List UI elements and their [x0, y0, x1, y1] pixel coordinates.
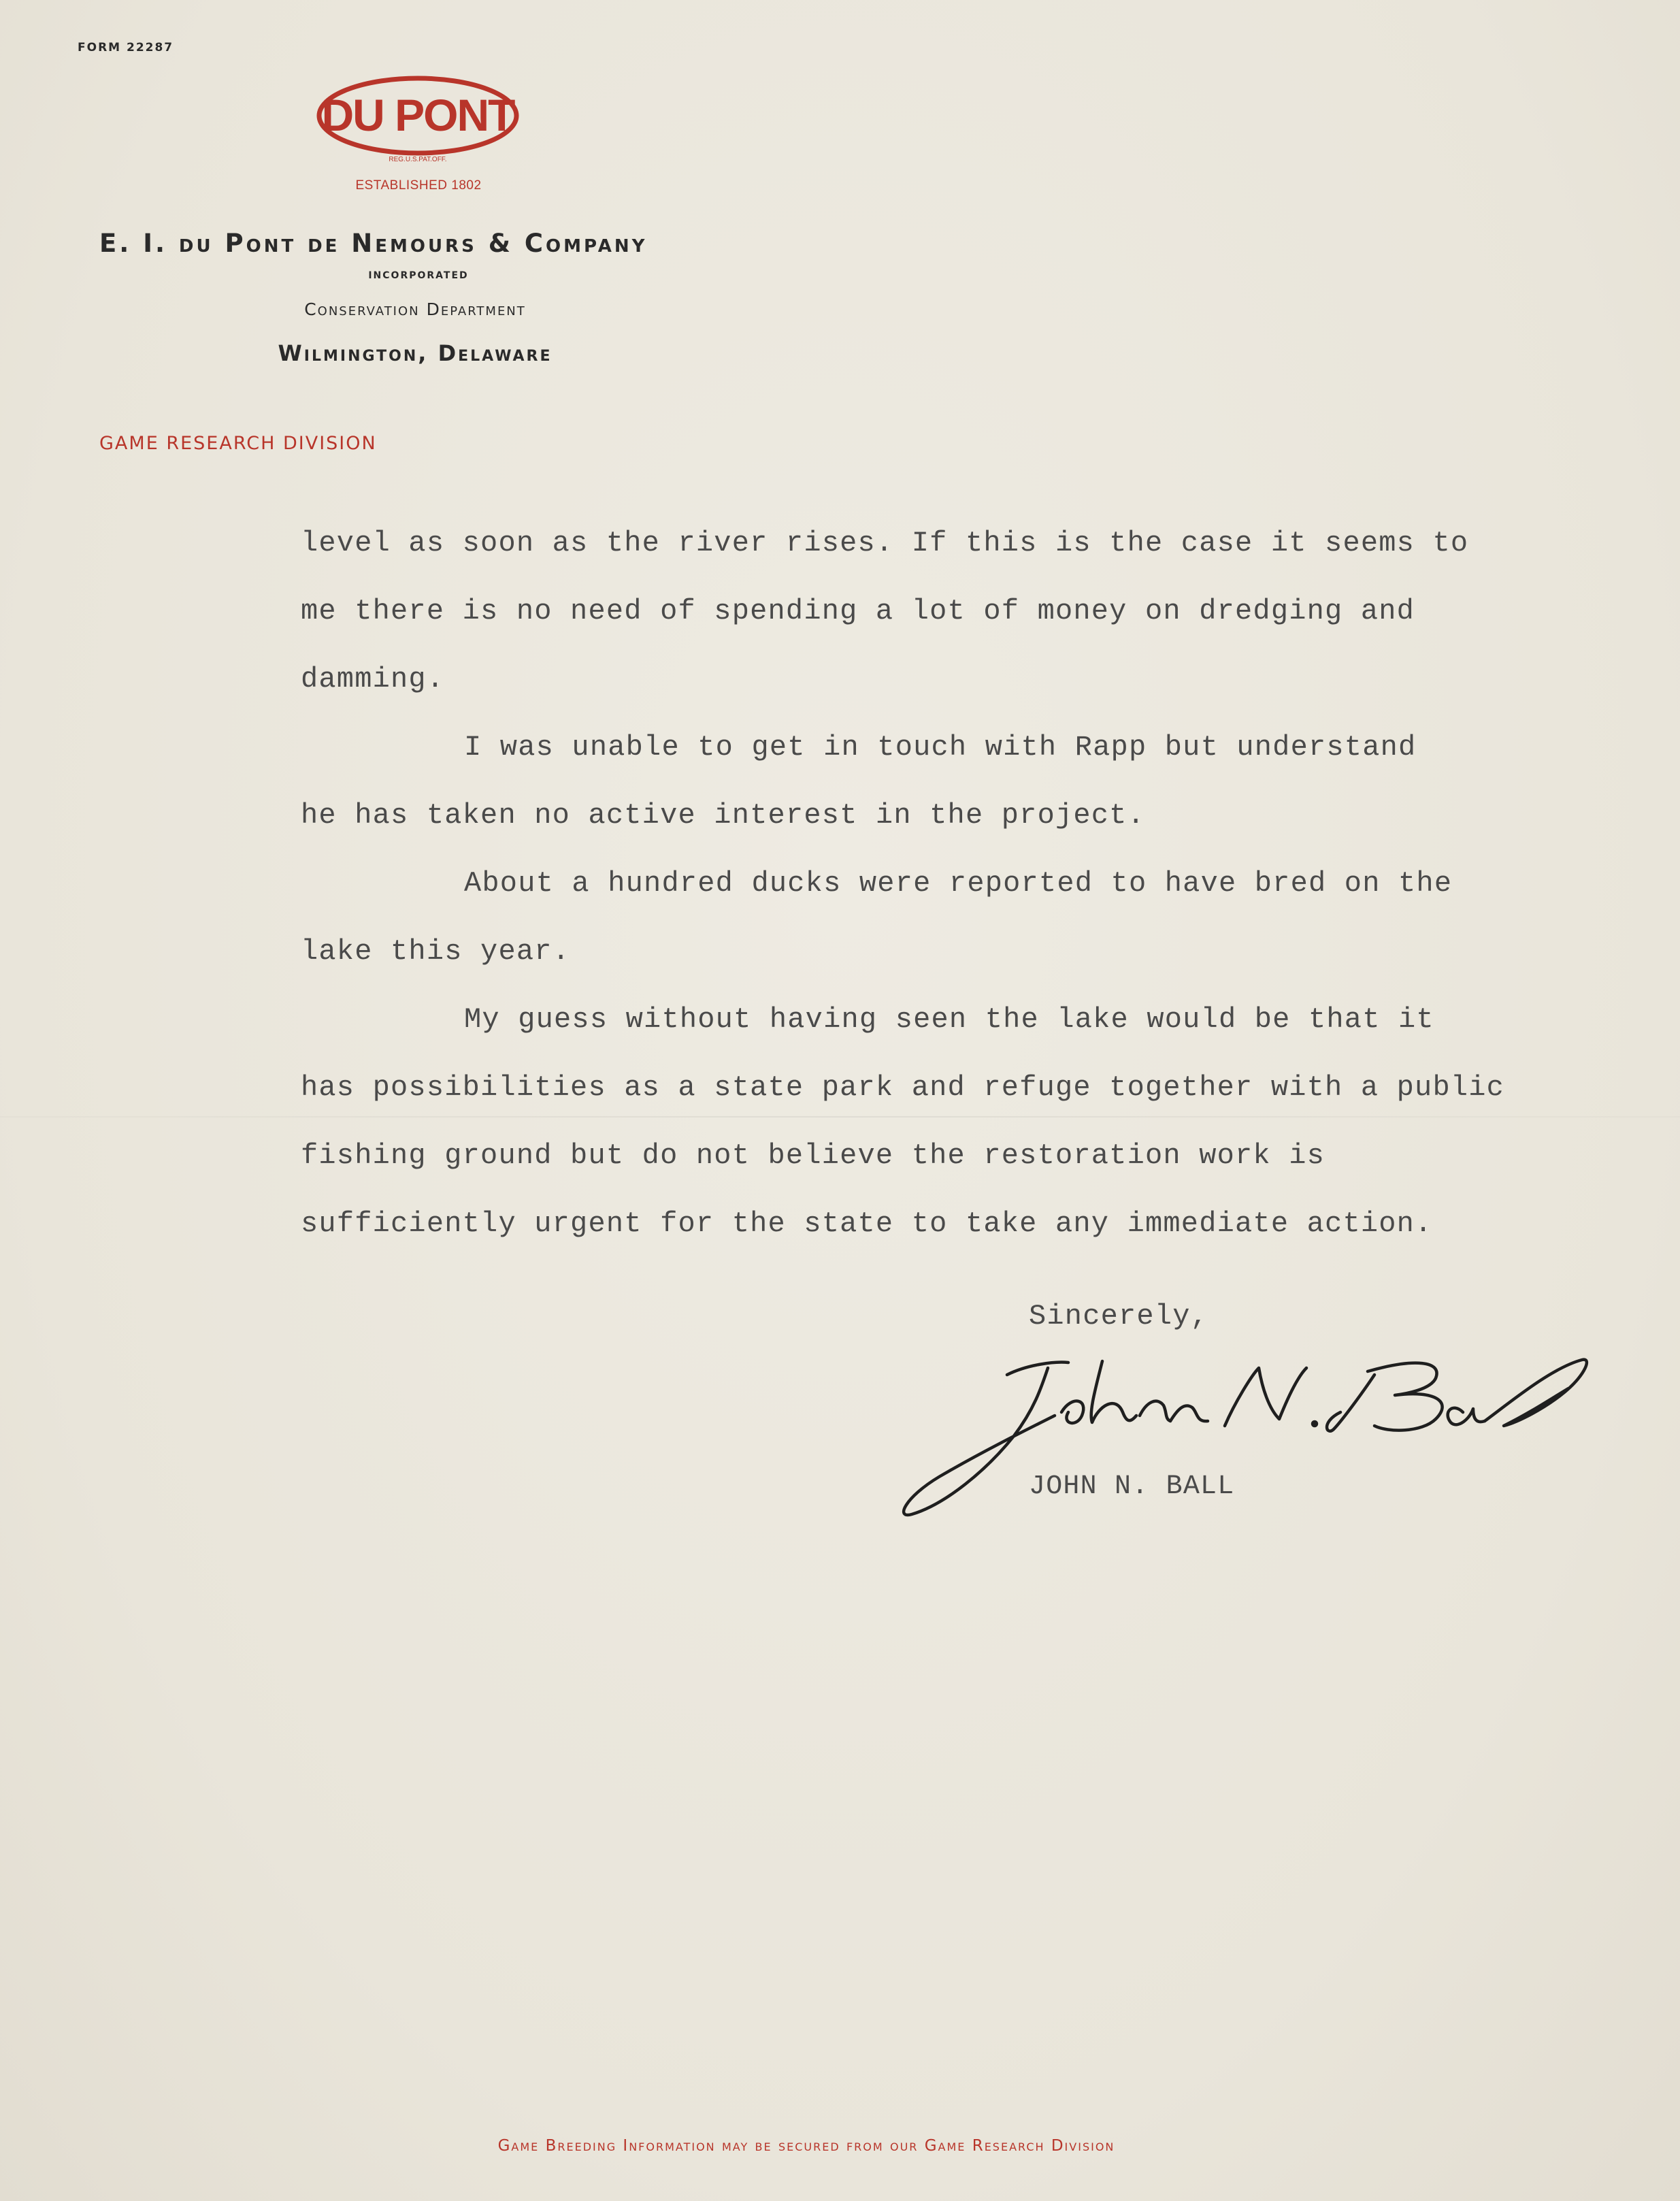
letter-line: About a hundred ducks were reported to have bred on the [464, 867, 1453, 900]
logo-reg-mark: REG.U.S.PAT.OFF. [389, 156, 447, 163]
company-name: E. I. du Pont de Nemours & Company [99, 229, 648, 258]
letter-line: me there is no need of spending a lot of money on dredging and [301, 595, 1415, 627]
letter-line: lake this year. [301, 935, 571, 968]
handwritten-signature [898, 1348, 1592, 1525]
typed-name: JOHN N. BALL [1029, 1471, 1235, 1502]
letter-line: fishing ground but do not believe the restoration work is [301, 1139, 1325, 1172]
letter-line: level as soon as the river rises. If this is the case it seems to [301, 527, 1469, 559]
letter-line: I was unable to get in touch with Rapp but understand [464, 731, 1417, 764]
dupont-logo [314, 75, 522, 163]
logo-wordmark: DU PONT [321, 90, 514, 140]
letter-line: he has taken no active interest in the project. [301, 799, 1145, 832]
letter-line: My guess without having seen the lake would be that it [464, 1003, 1434, 1036]
letterhead-footer: Game Breeding Information may be secured from our Game Research Division [497, 2137, 1115, 2155]
established-year: ESTABLISHED 1802 [355, 178, 482, 193]
letter-closing: Sincerely, [1029, 1300, 1209, 1333]
company-city: Wilmington, Delaware [278, 340, 553, 366]
letter-body [301, 509, 1648, 1258]
letter-line: has possibilities as a state park and refuge together with a public [301, 1071, 1505, 1104]
form-number: FORM 22287 [78, 41, 174, 54]
department-name: Conservation Department [304, 299, 526, 319]
letter-line: sufficiently urgent for the state to take any immediate action. [301, 1207, 1433, 1240]
incorporated-label: INCORPORATED [368, 270, 469, 281]
division-name: GAME RESEARCH DIVISION [99, 433, 377, 454]
letter-line: damming. [301, 663, 445, 696]
